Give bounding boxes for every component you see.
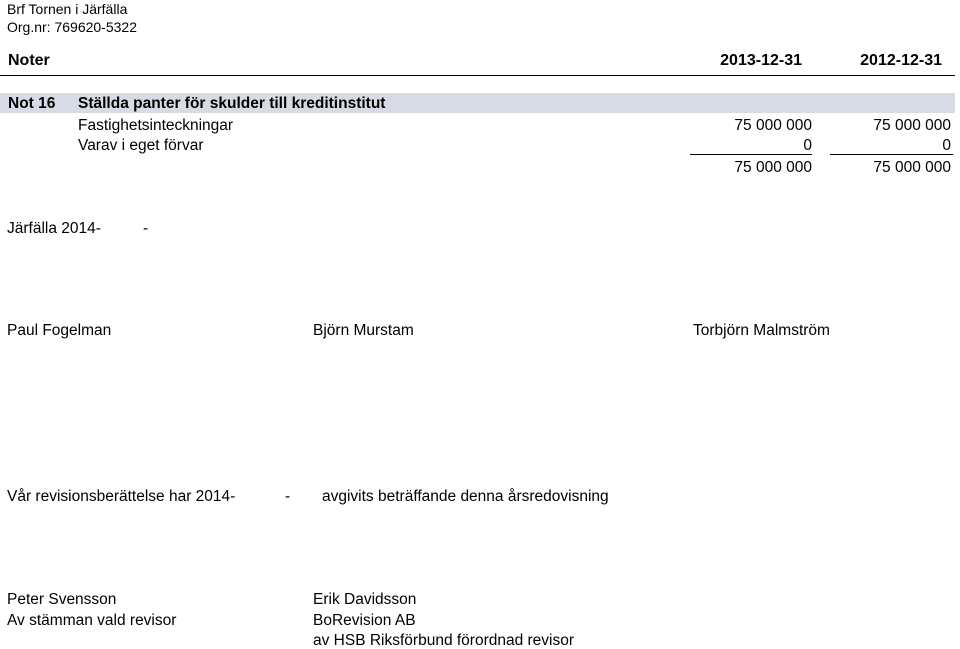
row-value-2013: 75 000 000: [734, 117, 812, 134]
row-label-varav-eget-forvar: Varav i eget förvar: [78, 137, 204, 154]
auditor-role: av HSB Riksförbund förordnad revisor: [313, 632, 575, 649]
board-member-name: Torbjörn Malmström: [693, 322, 830, 339]
note16-number: Not 16: [8, 95, 56, 112]
column-header-2013: 2013-12-31: [720, 52, 802, 69]
total-value-2013: 75 000 000: [734, 159, 812, 176]
org-number: Org.nr: 769620-5322: [7, 19, 137, 35]
total-value-2012: 75 000 000: [873, 159, 951, 176]
row-value-2012: 0: [942, 137, 951, 154]
row-label-fastighetsinteckningar: Fastighetsinteckningar: [78, 117, 234, 134]
auditor-role: Av stämman vald revisor: [7, 612, 177, 629]
date-dash: -: [143, 220, 149, 237]
audit-statement-dash: -: [285, 488, 291, 505]
audit-statement-end: avgivits beträffande denna årsredovisning: [322, 488, 609, 505]
sum-line-2012: [830, 154, 953, 155]
board-member-name: Björn Murstam: [313, 322, 414, 339]
note16-heading: Ställda panter för skulder till kreditinstitut: [78, 95, 386, 112]
header-divider: [0, 75, 955, 76]
notes-title: Noter: [8, 52, 50, 69]
column-header-2012: 2012-12-31: [860, 52, 942, 69]
sum-line-2013: [690, 154, 812, 155]
auditor-firm: BoRevision AB: [313, 612, 416, 629]
auditor-name: Peter Svensson: [7, 591, 117, 608]
place-date: Järfälla 2014-: [7, 220, 101, 237]
audit-statement-start: Vår revisionsberättelse har 2014-: [7, 488, 236, 505]
row-value-2012: 75 000 000: [873, 117, 951, 134]
auditor-name: Erik Davidsson: [313, 591, 417, 608]
board-member-name: Paul Fogelman: [7, 322, 112, 339]
row-value-2013: 0: [803, 137, 812, 154]
org-name: Brf Tornen i Järfälla: [7, 1, 128, 17]
